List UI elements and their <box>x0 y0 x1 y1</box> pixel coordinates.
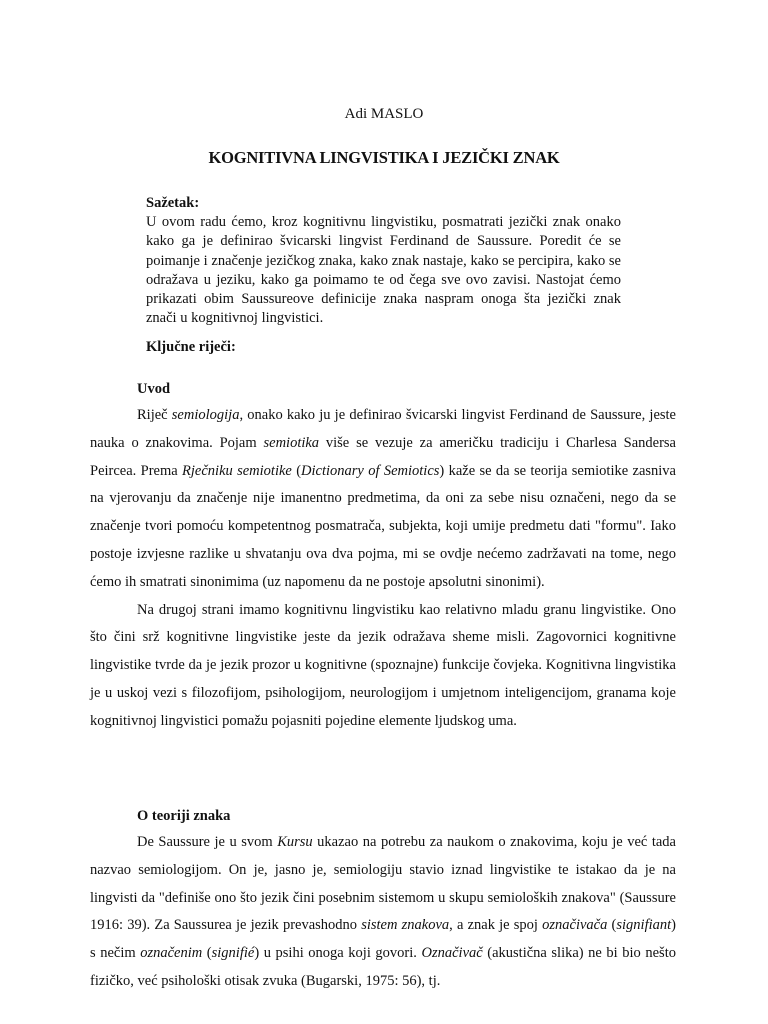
section-heading-teorija: O teoriji znaka <box>137 808 231 824</box>
section-body-uvod <box>90 402 676 736</box>
paragraph-uvod-2: Na drugoj strani imamo kognitivnu lingvistiku kao relativno mladu granu lingvistike. Ono što čini srž kognitivne lingvistike jeste da jezik odražava sheme misli. Zagovornici kognitivne lingvistike tvrde da je jezik prozor u kognitivne (spoznajne) funkcije čovjeka. Kognitivna lingvistika je u uskoj vezi s filozofijom, psihologijom, neurologijom i umjetnom inteligencijom, granama koje kognitivnoj lingvistici pomažu pojasniti pojedine elemente ljudskog uma. <box>90 601 676 729</box>
author-name: Adi MASLO <box>344 106 424 122</box>
section-heading-uvod: Uvod <box>137 381 171 397</box>
abstract-text: U ovom radu ćemo, kroz kognitivnu lingvistiku, posmatrati jezički znak onako kako ga je definirao švicarski lingvist Ferdinand de Saussure. Poredit će se poimanje i značenje jezičkog znaka, kako znak nastaje, kako se percipira, kako se odražava u jeziku, kako ga poimamo te od čega sve ovo zavisi. Nastojat ćemo prikazati obim Saussureove definicije znaka naspram onoga šta jezički znak znači u kognitivnoj lingvistici. <box>146 214 621 327</box>
section-body-teorija <box>90 829 676 996</box>
paper-title: KOGNITIVNA LINGVISTIKA I JEZIČKI ZNAK <box>208 148 560 167</box>
abstract-block <box>146 194 621 328</box>
keywords-label: Ključne riječi: <box>146 339 236 355</box>
abstract-heading: Sažetak: <box>146 195 200 211</box>
paragraph-teorija-1: De Saussure je u svom Kursu ukazao na potrebu za naukom o znakovima, koju je već tada nazvao semiologijom. On je, jasno je, semiologiju stavio iznad lingvistike te istakao da je na lingvisti da "definiše ono što jezik čini posebnim sistemom u skupu semioloških znakova" (Saussure 1916: 39). Za Saussurea je jezik prevashodno sistem znakova, a znak je spoj označivača (signifiant) s nečim označenim (signifié) u psihi onoga koji govori. Označivač (akustična slika) ne bi bio nešto fizičko, već psihološki otisak zvuka (Bugarski, 1975: 56), tj. <box>90 834 677 989</box>
paragraph-uvod-1: Riječ semiologija, onako kako ju je definirao švicarski lingvist Ferdinand de Saussure, jeste nauka o znakovima. Pojam semiotika više se vezuje za američku tradiciju i Charlesa Sandersa Peircea. Prema Rječniku semiotike (Dictionary of Semiotics) kaže se da se teorija semiotike zasniva na vjerovanju da značenje nije imanentno predmetima, da oni za sebe nisu označeni, nego da se značenje tvori pomoću kompetentnog posmatrača, subjekta, koji umije predmetu dati "formu". Iako postoje izvjesne razlike u shvatanju ova dva pojma, mi se ovdje nećemo zadržavati na tome, nego ćemo ih smatrati sinonimima (uz napomenu da ne postoje apsolutni sinonimi). <box>90 407 676 590</box>
